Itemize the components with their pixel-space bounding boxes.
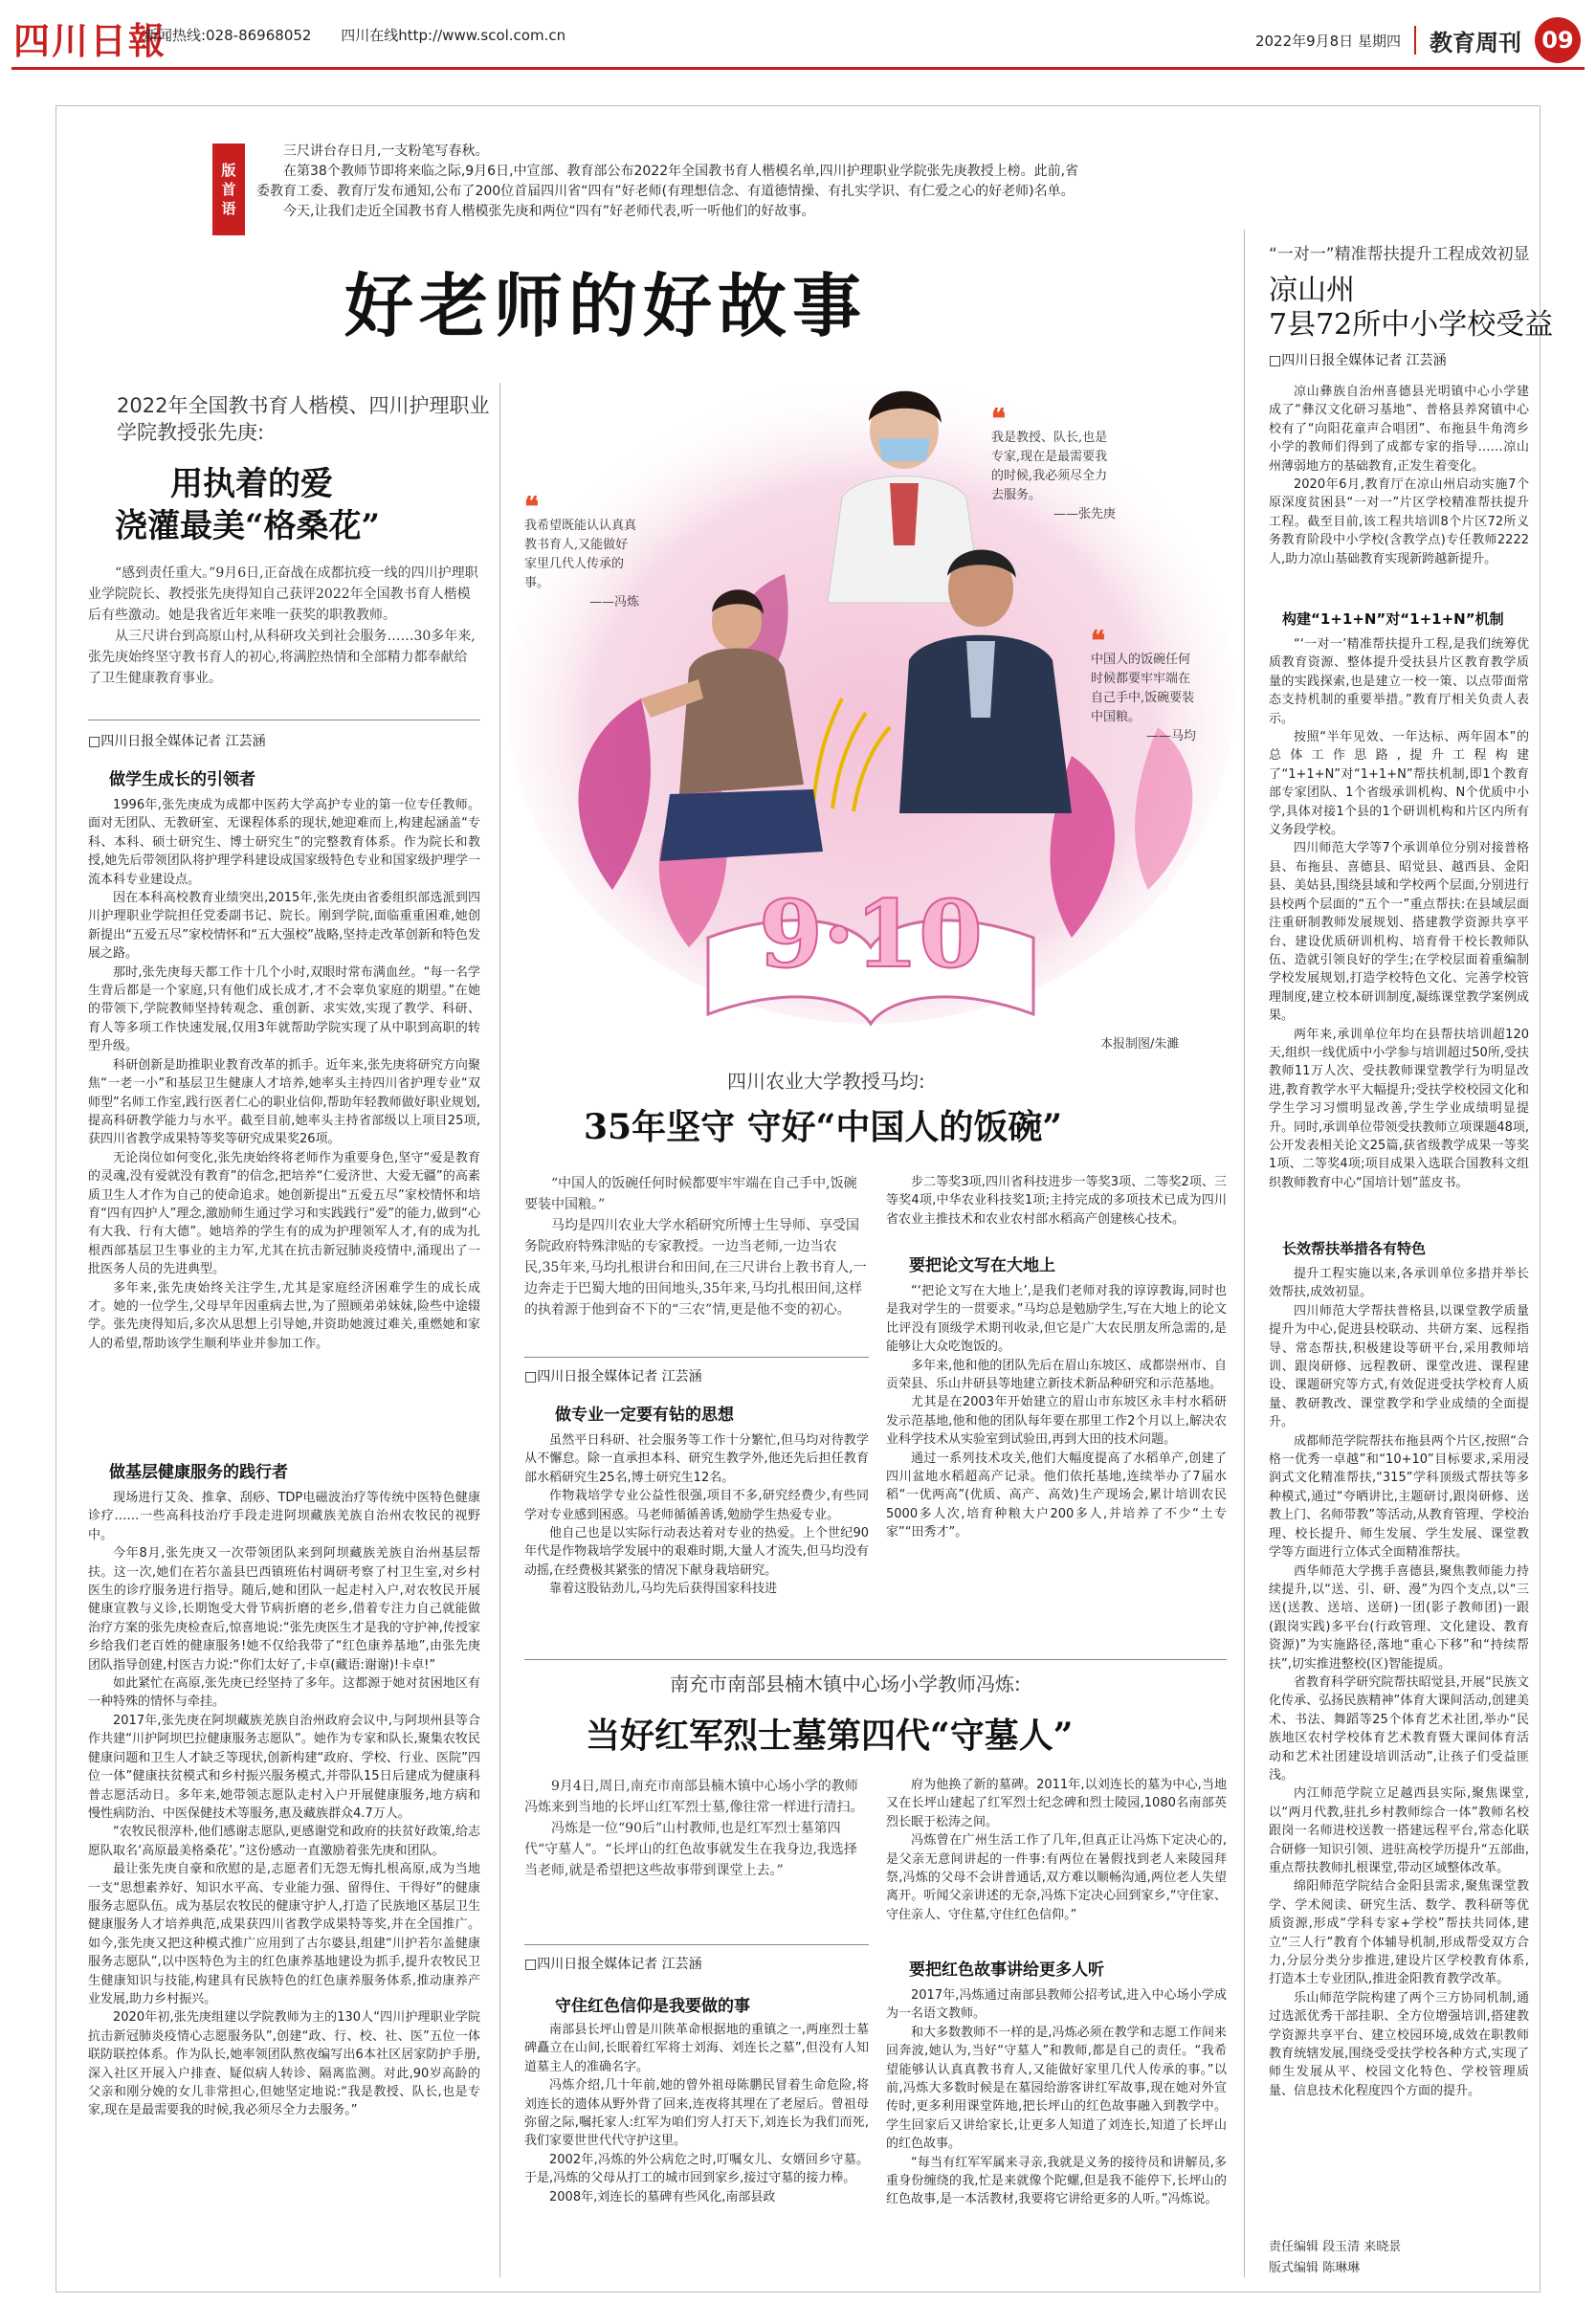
article-b-headline: 35年坚守 守好“中国人的饭碗”	[584, 1107, 1063, 1147]
section-name: 教育周刊	[1430, 29, 1521, 56]
article-a-headline-2: 浇灌最美“格桑花”	[115, 507, 381, 545]
quote-ma: ❝ 中国人的饭碗任何时候都要牢牢端在自己手中,饭碗要装中国粮。 ——马均	[1091, 625, 1196, 743]
illustration-credit: 本报制图/朱濉	[1100, 1037, 1180, 1052]
article-c-headline: 当好红军烈士墓第四代“守墓人”	[586, 1716, 1074, 1756]
divider-rule	[524, 1944, 869, 1945]
newspaper-logo: 四川日報	[13, 19, 167, 62]
article-c-body-b2: 2017年,冯炼通过南部县教师公招考试,进入中心场小学成为一名语文教师。 和大多数教师不一样的是,冯炼必须在教学和志愿工作间来回奔波,她认为,当好“守墓人”和教师,都是自己的责任。“我希望能够认认真真教书育人,又能做好家里几代人传承的事。”以前,冯炼大多数时候是在墓园给游客讲红军故事,现在她对外宣传时,更多利用课堂阵地,把长坪山的红色故事融入到教学中。学生回家后又讲给家长,让更多人知道了刘连长,知道了长坪山的红色故事。 “每当有红军军属来寻亲,我就是义务的接待员和讲解员,多重身份缠绕的我,忙是来就像个陀螺,但是我不能停下,长坪山的红色故事,是一本活教材,我要将它讲给更多的人听。”冯炼说。	[886, 1988, 1227, 2207]
article-b-body-b2: “‘把论文写在大地上’,是我们老师对我的谆谆教诲,同时也是我对学生的一贯要求。”马均总是勉励学生,写在大地上的论文比评没有顶级学术期刊收录,但它是广大农民朋友所急需的,是能够让大众吃饱饭的。 多年来,他和他的团队先后在眉山东坡区、成都崇州市、自贡荣县、乐山井研县等地建立新技术新品种研究和示范基地。 尤其是在2003年开始建立的眉山市东坡区永丰村水稻研发示范基地,他和他的团队每年要在那里工作2个月以上,解决农业科学技术从实验室到试验田,再到大田的技术问题。 通过一系列技术攻关,他们大幅度提高了水稻单产,创建了四川盆地水稻超高产记录。他们依托基地,连续举办了7届水稻“一优两高”(优质、高产、高效)生产现场会,累计培训农民5000多人次,培育种粮大户200多人,并培养了不少“土专家”“田秀才”。	[886, 1284, 1227, 1540]
article-a-subhead-1: 做学生成长的引领者	[109, 770, 255, 789]
divider-rule	[524, 1357, 869, 1358]
website-link[interactable]: 四川在线http://www.scol.com.cn	[341, 27, 566, 44]
article-d-body-b: “‘一对一’精准帮扶提升工程,是我们统筹优质教育资源、整体提升受扶县片区教育教学质量的实践探索,也是建立一校一策、以点带面常态支持机制的重要举措。”教育厅相关负责人表示。 按照“半年见效、一年达标、两年固本”的总体工作思路,提升工程构建了“1+1+N”对“1+1+N”帮扶机制,即1个教育部专家团队、1个省级承训机构、N个优质中小学,具体对接1个县的1个研训机构和片区内所有义务段学校。 四川师范大学等7个承训单位分别对接普格县、布拖县、喜德县、昭觉县、越西县、金阳县、美姑县,围绕县域和学校两个层面,分别进行县校两个层面的“五个一”重点帮扶:在县域层面注重研制教师发展规划、搭建教学资源共享平台、建设优质研训机构、培育骨干校长教师队伍、造就引领良好的学生;在学校层面着重编制学校发展规划,打造学校特色文化、完善学校管理制度,建立校本研训制度,凝练课堂教学案例成果。 两年来,承训单位年均在县帮扶培训超120天,组织一线优质中小学参与培训超过50所,受扶教师11万人次、受扶教师课堂教学行为明显改进,教育教学水平大幅提升;受扶学校校园文化和学生学习习惯明显改善,学生学业成绩明显提升。同时,承训单位带领受扶教师立项课题48项,公开发表相关论文25篇,获省级教学成果一等奖1项、二等奖4项;项目成果入选联合国教科文组织教师教育中心“国培计划”蓝皮书。	[1269, 637, 1529, 1190]
article-d-kicker: “一对一”精准帮扶提升工程成效初显	[1269, 245, 1530, 264]
article-d-byline: □四川日报全媒体记者 江芸涵	[1269, 353, 1447, 368]
main-title: 好老师的好故事	[344, 265, 868, 346]
quote-mark-icon: ❝	[1091, 625, 1106, 656]
section-rule	[524, 1659, 1227, 1660]
article-a-subhead-2: 做基层健康服务的践行者	[109, 1463, 288, 1482]
masthead-right	[1255, 17, 1581, 63]
article-d-subhead-2: 长效帮扶举措各有特色	[1282, 1240, 1427, 1257]
masthead	[0, 0, 1596, 75]
quote-feng: ❝ 我希望既能认认真真教书育人,又能做好家里几代人传承的事。 ——冯炼	[524, 491, 639, 609]
article-b-subhead-1: 做专业一定要有钻的思想	[555, 1406, 734, 1425]
article-c-byline: □四川日报全媒体记者 江芸涵	[524, 1957, 702, 1972]
page-number-badge: 09	[1535, 17, 1581, 63]
article-d-headline-2: 7县72所中小学校受益	[1269, 308, 1554, 342]
article-a-body-1: 1996年,张先庚成为成都中医药大学高护专业的第一位专任教师。面对无团队、无教研室、无课程体系的现状,她迎难而上,构建起涵盖“专科、本科、硕士研究生、博士研究生”的完整教育体系。作为院长和教授,她先后带领团队将护理学科建设成国家级特色专业和国家级护理学一流本科专业建设点。 因在本科高校教育业绩突出,2015年,张先庚由省委组织部选派到四川护理职业学院担任党委副书记、院长。刚到学院,面临重重困难,她创新提出“五爱五尽”家校情怀和“五大强校”战略,坚持走改革创新和特色发展之路。 那时,张先庚每天都工作十几个小时,双眼时常布满血丝。“每一名学生背后都是一个家庭,只有他们成长成才,才不会辜负家庭的期望。”在她的带领下,学院教师坚持转观念、重创新、求实效,实现了教学、科研、育人等多项工作快速发展,仅用3年就帮助学院实现了从中职到高职的转型升级。 科研创新是助推职业教育改革的抓手。近年来,张先庚将研究方向聚焦“一老一小”和基层卫生健康人才培养,她率头主持四川省护理专业“双师型”名师工作室,践行医者仁心的职业信仰,帮助年轻教师做好职业规划,提高科研教学能力与水平。截至目前,她率头主持省部级以上项目25项,获四川省教学成果特等奖等研究成果奖26项。 无论岗位如何变化,张先庚始终将老师作为重要身色,坚守“爱是教育的灵魂,没有爱就没有教育”的信念,把培养“仁爱济世、大爱无疆”的高素质卫生人才作为自己的使命追求。她创新提出“五爱五尽”家校情怀和培育“四有四护人”理念,激励师生通过学习和实践践行“爱”的能力,做到“心有大我、行有大德”。她培养的学生有的成为护理领军人才,有的成为扎根西部基层卫生事业的主力军,尤其在抗击新冠肺炎疫情中,涌现出了一批医务人员的先进典型。 多年来,张先庚始终关注学生,尤其是家庭经济困难学生的成长成才。她的一位学生,父母早年因重病去世,为了照顾弟弟妹妹,险些中途辍学。张先庚得知后,多次从思想上引导她,并资助她渡过难关,重燃她和家人的希望,帮助该学生顺利毕业并参加工作。	[88, 798, 480, 1351]
article-a-body-2: 现场进行艾灸、推拿、刮痧、TDP电磁波治疗等传统中医特色健康诊疗……一些高科技治疗手段走进阿坝藏族羌族自治州农牧民的视野中。 今年8月,张先庚又一次带领团队来到阿坝藏族羌族自治州基层帮扶。这一次,她们在若尔盖县巴西镇班佑村调研考察了村卫生室,对乡村医生的诊疗服务进行指导。随后,她和团队一起走村入户,对农牧民开展健康宣教与义诊,长期饱受大骨节病折磨的老乡,借着专注力自己就能做治疗方案的张先庚检查后,惊喜地说:“张先庚医生才是我的守护神,传授家乡给我们老百姓的健康服务!她不仅给我带了“红色康养基地”,由张先庚团队指导创建,村医吉力说:“你们太好了,卡卓(藏语:谢谢)!卡卓!” 如此紧忙在高原,张先庚已经坚持了多年。这都源于她对贫困地区有一种特殊的情怀与牵挂。 2017年,张先庚在阿坝藏族羌族自治州政府会议中,与阿坝州县等合作共建“川护阿坝巴拉健康服务志愿队”。她作为专家和队长,聚集农牧民健康问题和卫生人才缺乏等现状,创新构建“政府、学校、行业、医院”四位一体”健康扶贫模式和乡村振兴服务模式,并带队15日后建成为健康科普志愿活动日。多年来,她带领志愿队走村入户开展健康服务,地方病和慢性病防治、中医保健技术等服务,惠及藏族群众4.7万人。 “农牧民很淳朴,他们感谢志愿队,更感谢党和政府的扶贫好政策,给志愿队取名‘高原最美格桑花’。”这份感动一直激励着张先庚和团队。 最让张先庚自豪和欣慰的是,志愿者们无怨无悔扎根高原,成为当地一支“思想素养好、知识水平高、专业能力强、留得住、干得好”的健康服务志愿队伍。成为基层农牧民的健康守护人,打造了民族地区基层卫生健康服务人才培养典范,成果获四川省教学成果特等奖,并在全国推广。如今,张先庚又把这种模式推广应用到了古尔婆县,组建“川护若尔盖健康服务志愿队”,以中医特色为主的红色康养基地建设为抓手,提升农牧民卫生健康知识与技能,构建具有民族特色的红色康养服务体系,推动康养产业发展,助力乡村振兴。 2020年初,张先庚组建以学院教师为主的130人“四川护理职业学院抗击新冠肺炎疫情心志愿服务队”,创建“政、行、校、社、医”五位一体联防联控体系。作为队长,她率领团队熬夜编写出6本社区居家防护手册,深入社区开展入户排查、疑似病人转诊、隔离监测。对此,90岁高龄的父亲和刚分娩的女儿非常担心,但她坚定地说:“我是教授、队长,也是专家,现在是最需要我的时候,我必须尽全力去服务。”	[88, 1491, 480, 2118]
quote-zhang: ❝ 我是教授、队长,也是专家,现在是最需要我的时候,我必须尽全力去服务。 ——张先庚	[991, 403, 1116, 521]
article-d-subhead-1: 构建“1+1+N”对“1+1+N”机制	[1282, 610, 1504, 628]
quote-mark-icon: ❝	[991, 403, 1007, 434]
article-c-lead: 9月4日,周日,南充市南部县楠木镇中心场小学的教师冯炼来到当地的长坪山红军烈士墓,像往常一样进行清扫。 冯炼是一位“90后”山村教师,也是红军烈士墓第四代“守墓人”。“长坪山的红色故事就发生在我身边,我选择当老师,就是希望把这些故事带到课堂上去。”	[524, 1779, 864, 1878]
quote-mark-icon: ❝	[524, 491, 540, 522]
article-b-body-a: 虽然平日科研、社会服务等工作十分繁忙,但马均对待教学从不懈怠。除一直承担本科、研究生教学外,他还先后担任教育部水稻研究生25名,博士研究生12名。 作物栽培学专业公益性很强,项目不多,研究经费少,有些同学对专业感到困惑。马老师循循善诱,勉励学生热爱专业。 他自己也是以实际行动表达着对专业的热爱。上个世纪90年代是作物栽培学发展中的艰难时期,大量人才流失,但马均没有动摇,在经费极其紧张的情况下献身栽培研究。 靠着这股钻劲儿,马均先后获得国家科技进	[524, 1433, 869, 1597]
article-b-lead: “中国人的饭碗任何时候都要牢牢端在自己手中,饭碗要装中国粮。” 马均是四川农业大学水稻研究所博士生导师、享受国务院政府特殊津贴的专家教授。一边当老师,一边当农民,35年来,马均扎根讲台和田间,在三尺讲台上教书育人,一边奔走于巴蜀大地的田间地头,35年来,马均扎根田间,这样的执着源于他到奋不下的“三农”情,更是他不变的初心。	[524, 1176, 867, 1318]
issue-date: 2022年9月8日 星期四	[1254, 32, 1401, 50]
contact-info	[144, 25, 590, 45]
article-a-kicker: 2022年全国教书育人楷模、四川护理职业学院教授张先庚:	[117, 394, 490, 444]
masthead-divider	[1414, 26, 1416, 55]
date-number-text: 9·10	[759, 880, 983, 988]
article-d-body-c: 提升工程实施以来,各承训单位多措并举长效帮扶,成效初显。 四川师范大学帮扶普格县,以课堂教学质量提升为中心,促进县校联动、共研方案、远程指导、常态帮扶,积极建设等研平台,采用教师培训、跟岗研修、远程教研、课堂改进、课程建设、课题研究等方式,有效促进受扶学校育人质量、教研教改、课堂教学和学业成绩的全面提升。 成都师范学院帮扶布拖县两个片区,按照“合格一优秀一卓越”和“10+10”目标要求,采用浸润式文化精准帮扶,“315”学科顶级式帮扶等多种模式,通过“夸晒讲比,主题研讨,跟岗研修、送教上门、名师带教”等活动,从教育管理、学校治理、校长提升、师生发展、学生发展、课堂教学等方面进行立体式全面精准帮扶。 西华师范大学携手喜德县,聚焦教师能力持续提升,以“送、引、研、漫”为四个支点,以“三送(送教、送培、送研)一团(影子教师团)一跟(跟岗实践)多平台(行政管理、文化建设、教育资源)”为实施路径,落地“重心下移”和“持续帮扶”,切实推进整校(区)智能提质。 省教育科学研究院帮扶昭觉县,开展“民族文化传承、弘扬民族精神”体育大课间活动,创建美术、书法、舞蹈等25个体育艺术社团,举办“民族地区农村学校体育艺术教育暨大课间体育活动和艺术社团建设培训活动”,让孩子们受益匪浅。 内江师范学院立足越西县实际,聚焦课堂,以“两月代教,驻扎乡村教师综合一体”教师名校跟岗一名师进校送教一搭建远程平台,常态化联合研修一知识引领、进驻高校学历提升“五部曲,重点帮扶教师扎根课堂,带动区域整体改革。 绵阳师范学院结合金阳县需求,聚焦课堂教学、学术阅读、研究生活、数学、教科研等优质资源,形成“学科专家+学校”帮扶共同体,建立“三人行”教育个体辅导机制,形成帮受双方合力,分层分类分步推进,建设片区学校教育体系,打造本土专业团队,推进金阳教育教学改革。 乐山师范学院构建了两个三方协同机制,通过选派优秀干部挂职、全方位增强培训,搭建教学资源共享平台、建立校园环境,成效在职教师教育统辖发展,围绕受受扶学校各种方式,实现了师生发展从平、校园文化特色、学校管理质量、信息技术化程度四个方面的提升。	[1269, 1267, 1529, 2098]
article-c-body-a: 南部县长坪山曾是川陕革命根据地的重镇之一,两座烈士墓碑矗立在山间,长眠着红军将士刘海、刘连长之墓”,但没有人知道墓主人的准确名字。 冯炼介绍,几十年前,她的曾外祖母陈鹏民冒着生命危险,将刘连长的遗体从野外背了回来,连夜将其埋在了老屋后。曾祖母弥留之际,嘱托家人:红军为咱们穷人打天下,刘连长为我们而死,我们家要世世代代守护这里。 2002年,冯炼的外公病危之时,叮嘱女儿、女婿回乡守墓。于是,冯炼的父母从打工的城市回到家乡,接过守墓的接力棒。 2008年,刘连长的墓碑有些风化,南部县政	[524, 2023, 869, 2204]
article-c-subhead-2: 要把红色故事讲给更多人听	[909, 1961, 1104, 1980]
article-d-headline-1: 凉山州	[1269, 274, 1355, 307]
editor-note-text: 三尺讲台存日月,一支粉笔写春秋。 在第38个教师节即将来临之际,9月6日,中宣部、教育部公布2022年全国教书育人楷模名单,四川护理职业学院张先庚教授上榜。此前,省委教育工委、教育厅发布通知,公布了200位首届四川省“四有”好老师(有理想信念、有道德情操、有扎实学识、有仁爱之心的好老师)名单。 今天,让我们走近全国教书育人楷模张先庚和两位“四有”好老师代表,听一听他们的好故事。	[256, 144, 1079, 219]
column-divider	[499, 383, 500, 2277]
article-a-headline-1: 用执着的爱	[170, 465, 333, 503]
news-hotline: 新闻热线:028-86968052	[144, 27, 312, 44]
article-b-body-b: 步二等奖3项,四川省科技进步一等奖3项、二等奖2项、三等奖4项,中华农业科技奖1项;主持完成的多项技术已成为四川省农业主推技术和农业农村部水稻高产创建核心技术。	[886, 1175, 1227, 1227]
article-d-body-intro: 凉山彝族自治州喜德县光明镇中心小学建成了“彝汉文化研习基地”、普格县养窝镇中心校有了“向阳花童声合唱团”、布拖县牛角湾乡小学的教师们得到了成都专家的指导……凉山州薄弱地方的基础教育,正发生着变化。 2020年6月,教育厅在凉山州启动实施7个原深度贫困县“一对一”片区学校精准帮扶提升工程。截至目前,该工程共培训8个片区72所义务教育阶段中小学校(含教学点)专任教师2222人,助力凉山基础教育实现新跨越新提升。	[1269, 385, 1529, 566]
editor-note-tag: 版 首 语	[212, 144, 245, 235]
article-a-lead: “感到责任重大。”9月6日,正奋战在成都抗疫一线的四川护理职业学院院长、教授张先庚得知自己获评2022年全国教书育人楷模后有些激动。她是我省近年来唯一获奖的职教教师。 从三尺讲台到高原山村,从科研攻关到社会服务……30多年来,张先庚始终坚守教书育人的初心,将满腔热情和全部精力都奉献给了卫生健康教育事业。	[88, 565, 478, 686]
article-b-subhead-2: 要把论文写在大地上	[909, 1256, 1055, 1275]
article-b-kicker: 四川农业大学教授马均:	[727, 1070, 925, 1093]
article-c-body-b: 府为他换了新的墓碑。2011年,以刘连长的墓为中心,当地又在长坪山建起了红军烈士纪念碑和烈士陵园,1080名南部英烈长眠于松涛之间。 冯炼曾在广州生活工作了几年,但真正让冯炼下定决心的,是父亲无意间讲起的一件事:有两位在暑假找到老人来陵园拜祭,冯炼的父母不会讲普通话,双方难以顺畅沟通,两位老人失望离开。听闻父亲讲述的无奈,冯炼下定决心回到家乡,“守住家、守住亲人、守住墓,守住红色信仰。”	[886, 1778, 1227, 1922]
article-a-byline: □四川日报全媒体记者 江芸涵	[88, 734, 266, 749]
column-divider	[1244, 230, 1245, 2277]
article-b-byline: □四川日报全媒体记者 江芸涵	[524, 1369, 702, 1385]
article-c-kicker: 南充市南部县楠木镇中心场小学教师冯炼:	[670, 1673, 1021, 1695]
editor-credits: 责任编辑 段玉清 来晓景 版式编辑 陈琳琳	[1269, 2240, 1402, 2275]
masthead-rule	[11, 67, 1585, 70]
article-c-subhead-1: 守住红色信仰是我要做的事	[555, 1997, 750, 2016]
